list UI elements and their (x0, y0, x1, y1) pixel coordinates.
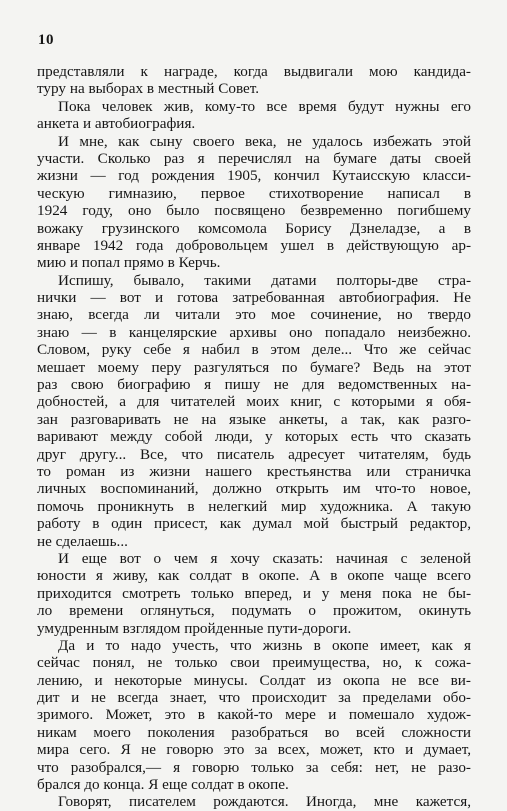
text-line: Пока человек жив, кому-то все время будут нужны его (58, 97, 471, 115)
text-line: ческую гимназию, первое стихотворение написал в (37, 184, 471, 202)
text-line: раз свою биографию я пишу не для ведомственных на- (37, 376, 471, 394)
text-line: мира сего. Я не говорю это за всех, может, кто и думает, (37, 741, 471, 759)
text-line: мию и попал прямо в Керчь. (37, 254, 221, 272)
text-line: анкета и автобиография. (37, 115, 196, 133)
text-line: сейчас понял, не только свои преимущества, но, к сожа- (37, 654, 471, 672)
text-line: знаю — в канцелярские архивы оно попадало неизбежно. (37, 323, 471, 341)
text-line: брался до конца. Я еще солдат в окопе. (37, 776, 289, 794)
text-line: лению, и некоторые минусы. Солдат из окопа не все ви- (37, 671, 471, 689)
text-line: нички — вот и готова затребованная автобиография. Не (37, 289, 471, 307)
text-line: Словом, руку себе я набил в этом деле... Что же сейчас (37, 341, 471, 359)
text-line: Испишу, бывало, такими датами полторы-две стра- (58, 271, 471, 289)
text-line: то роман из жизни нашего крестьянства или страничка (37, 462, 471, 480)
text-line: личных воспоминаний, должно открыть им что-то новое, (37, 480, 471, 498)
text-line: приходится смотреть только вперед, и у меня пока не бы- (37, 584, 471, 602)
body-text (37, 63, 471, 811)
text-line: ло времени оглянуться, подумать о прожитом, окинуть (37, 602, 471, 620)
text-line: работу в один присест, как думал мой быстрый редактор, (37, 515, 471, 533)
text-line: жизни — год рождения 1905, кончил Кутаисскую класси- (37, 167, 471, 185)
text-line: представляли к награде, когда выдвигали мою кандида- (37, 63, 471, 80)
text-line: добностей, а для читателей моих книг, с которыми я обя- (37, 393, 471, 411)
text-line: зримого. Может, это в какой-то мере и помешало худож- (37, 706, 471, 724)
text-line: знаю, всегда ли читали это мое сочинение, но твердо (37, 306, 471, 324)
text-line: январе 1942 года добровольцем ушел в действующую ар- (37, 236, 471, 254)
text-line: зан разговаривать не на языке анкеты, а так, как разго- (37, 410, 471, 428)
page-number: 10 (38, 32, 54, 48)
text-line: туру на выборах в местный Совет. (37, 80, 260, 98)
text-line: варивают между собой люди, у которых есть что сказать (37, 428, 471, 446)
text-line: участи. Сколько раз я перечислял на бумаге даты своей (37, 149, 471, 167)
text-line: 1924 году, оно было посвящено безвременно погибшему (37, 202, 471, 220)
text-line: мешает моему перу разгуляться по бумаге? Ведь на этот (37, 358, 471, 376)
text-line: дит и не всегда знает, что происходит за пределами обо- (37, 689, 471, 707)
text-line: Да и то надо учесть, что жизнь в окопе имеет, как я (58, 636, 471, 654)
text-line: не сделаешь... (37, 532, 128, 550)
text-line: никам моего поколения разобраться во всей сложности (37, 723, 471, 741)
text-line: Говорят, писателем рождаются. Иногда, мне кажется, (58, 793, 471, 811)
text-line: помочь проникнуть в нелегкий мир художника. А такую (37, 497, 471, 515)
text-line: И мне, как сыну своего века, не удалось избежать этой (58, 132, 471, 150)
text-line: И еще вот о чем я хочу сказать: начиная с зеленой (58, 549, 471, 567)
text-line: юности я живу, как солдат в окопе. А в окопе чаще всего (37, 567, 471, 585)
text-line: вожаку грузинского комсомола Борису Дзнеладзе, а в (37, 219, 471, 237)
text-line: друг другу... Все, что писатель адресует читателям, будь (37, 445, 471, 463)
text-line: умудренным взглядом пройденные пути-дороги. (37, 619, 352, 637)
text-line: что разобрался,— я говорю только за себя: нет, не разо- (37, 758, 471, 776)
